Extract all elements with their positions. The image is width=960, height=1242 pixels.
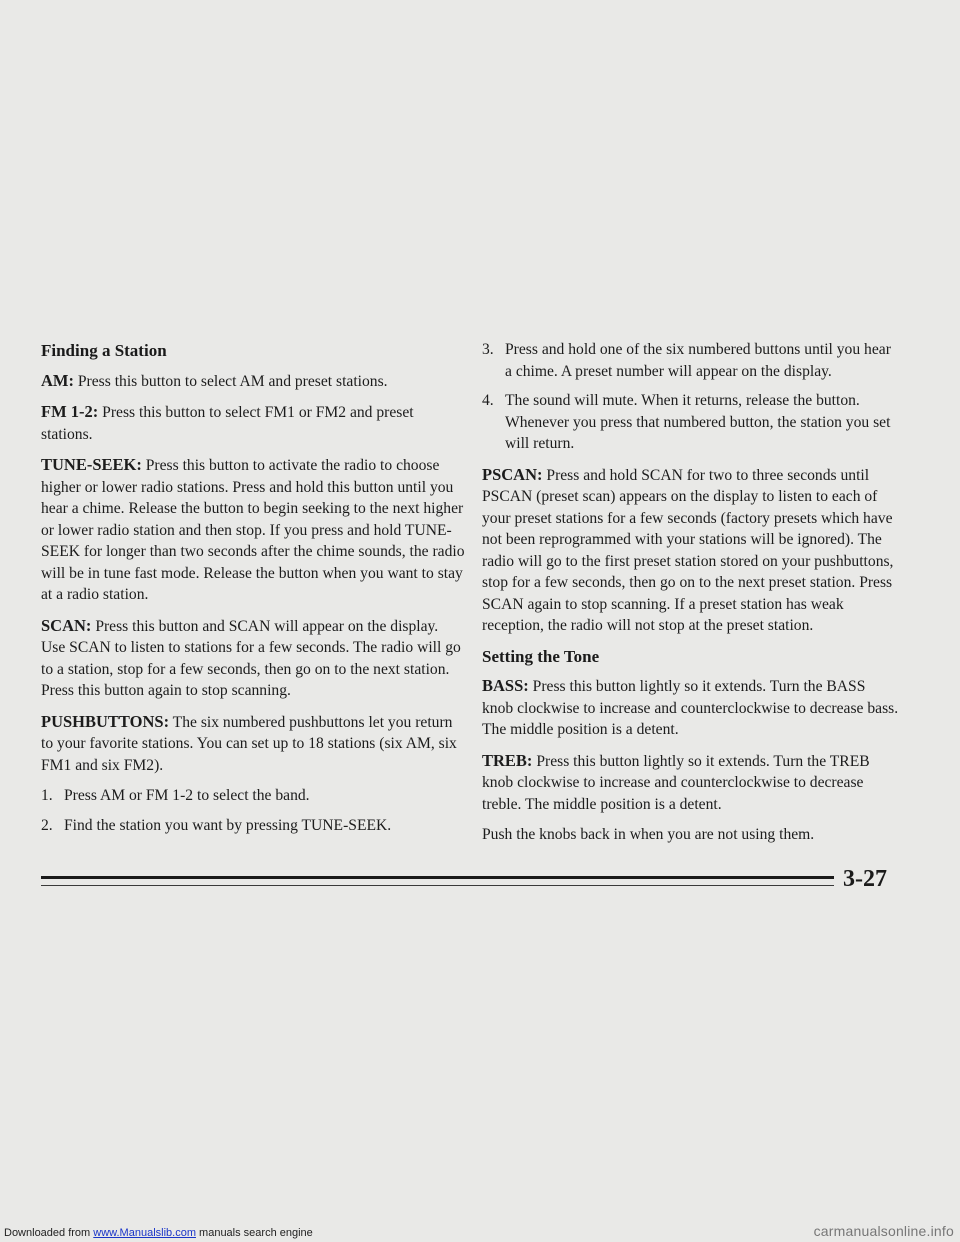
footer-suffix: manuals search engine [195,1227,313,1239]
step-number: 4. [482,392,494,409]
term-pscan: PSCAN: [482,464,543,484]
paragraph-bass [482,675,900,741]
term-am: AM: [41,370,74,390]
section-heading-setting-tone: Setting the Tone [482,646,600,666]
step-text: Press and hold one of the six numbered buttons until you hear a chime. A preset number will appear on the display. [505,341,891,380]
watermark-text: carmanualsonline.info [813,1223,954,1239]
text-pushbuttons: The six numbered pushbuttons let you return to your favorite stations. You can set up to 18 stations (six AM, six FM1 and six FM2). [41,713,457,774]
paragraph-closing: Push the knobs back in when you are not using them. [482,826,815,843]
term-pushbuttons: PUSHBUTTONS: [41,711,170,731]
steps-list-right [482,339,900,455]
step-number: 1. [41,787,53,804]
text-tune-seek: Press this button to activate the radio to choose higher or lower radio stations. Press and hold this button until you hear a chime. Release the button to begin seeking to the next higher or lower radio station and then stop. If you press and hold TUNE-SEEK for longer than two seconds after the chime sounds, the radio will be in tune fast mode. Release the button when you want to stay at a radio station. [41,457,465,603]
paragraph-scan [41,615,466,702]
term-fm: FM 1-2: [41,402,99,421]
text-bass: Press this button lightly so it extends. Turn the BASS knob clockwise to increase and counterclockwise to decrease bass. The middle position is a detent. [482,678,899,738]
right-column [482,339,900,855]
step-text: Find the station you want by pressing TUNE-SEEK. [64,816,392,834]
text-treb: Press this button lightly so it extends. Turn the TREB knob clockwise to increase and counterclockwise to decrease treble. The middle position is a detent. [482,752,870,813]
text-fm: Press this button to select FM1 or FM2 and preset stations. [41,404,414,443]
footer-rule-thin [41,885,834,886]
steps-list-left [41,785,466,836]
step-number: 2. [41,816,53,834]
list-item [41,815,466,837]
step-text: Press AM or FM 1-2 to select the band. [64,787,310,804]
paragraph-treb [482,750,900,816]
step-text: The sound will mute. When it returns, release the button. Whenever you press that numbered button, the station you set will return. [505,392,891,452]
term-scan: SCAN: [41,615,92,635]
text-scan: Press this button and SCAN will appear on the display. Use SCAN to listen to stations for a few seconds. The radio will go to a station, stop for a few seconds, then go on to the next station. Press this button again to stop scanning. [41,617,461,699]
download-footer [4,1227,313,1239]
paragraph-tune-seek [41,454,466,606]
footer-prefix: Downloaded from [4,1227,94,1239]
paragraph-pushbuttons [41,711,466,777]
term-bass: BASS: [482,676,529,695]
left-column [41,340,466,845]
text-am: Press this button to select AM and preset stations. [73,372,388,390]
list-item [41,785,466,807]
page-number: 3-27 [843,866,887,892]
list-item [482,339,900,382]
text-pscan: Press and hold SCAN for two to three seconds until PSCAN (preset scan) appears on the display to listen to each of your preset stations for a few seconds (factory presets which have not been reprogrammed with your stations will be ignored). The radio will go to the first preset station stored on your pushbuttons, stop for a few seconds, then go on to the next preset station. Press SCAN again to stop scanning. If a preset station has weak reception, the radio will not stop at the preset station. [482,466,894,634]
list-item [482,390,900,455]
term-treb: TREB: [482,750,533,770]
footer-rule-thick [41,876,834,879]
paragraph-am [41,370,466,393]
term-tune-seek: TUNE-SEEK: [41,455,142,474]
paragraph-pscan [482,464,900,637]
manualslib-link[interactable]: www.Manualslib.com [93,1227,196,1239]
section-heading-finding-station: Finding a Station [41,341,167,360]
paragraph-fm [41,401,466,445]
step-number: 3. [482,341,494,358]
